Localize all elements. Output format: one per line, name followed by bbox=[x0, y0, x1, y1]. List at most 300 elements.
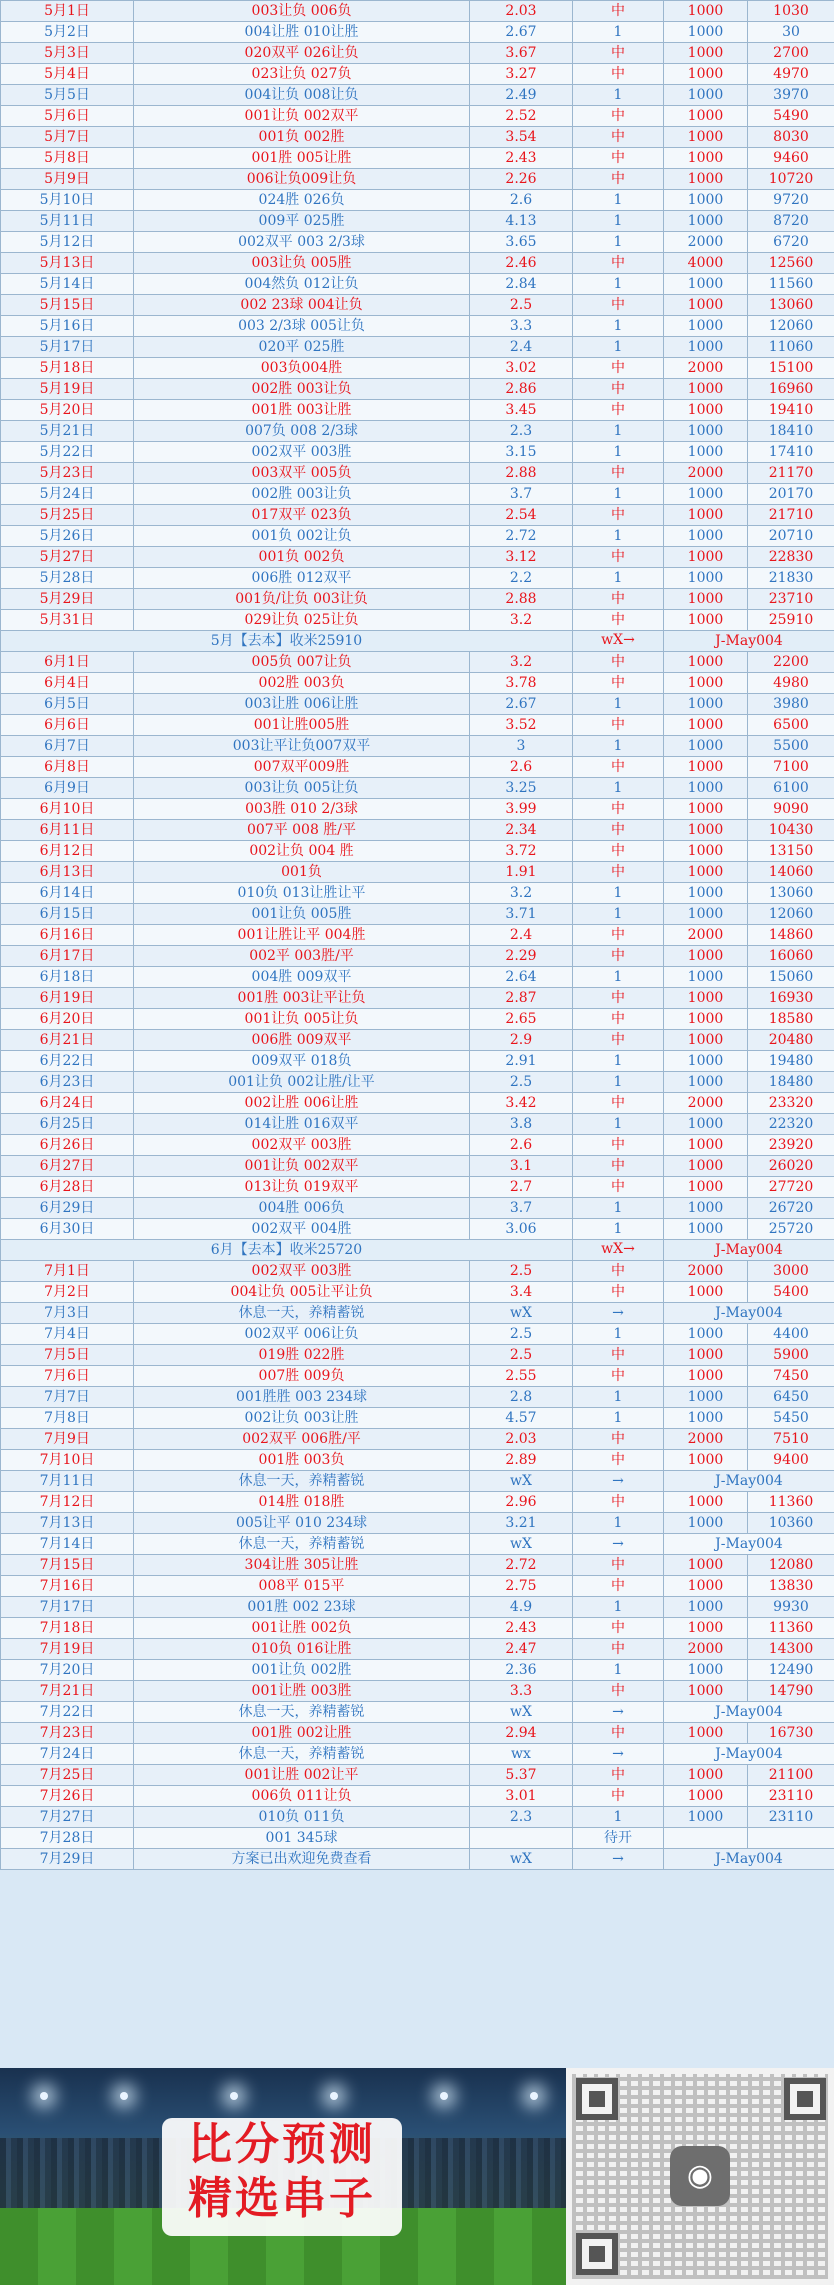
balance-cell: 14300 bbox=[748, 1639, 834, 1660]
pick-cell: 001让胜 002让平 bbox=[134, 1765, 470, 1786]
odds-cell: 3.8 bbox=[470, 1114, 573, 1135]
date-cell: 6月19日 bbox=[1, 988, 134, 1009]
date-cell: 5月29日 bbox=[1, 589, 134, 610]
pick-cell: 304让胜 305让胜 bbox=[134, 1555, 470, 1576]
odds-cell: 3.52 bbox=[470, 715, 573, 736]
date-cell: 7月8日 bbox=[1, 1408, 134, 1429]
stake-cell: 1000 bbox=[664, 715, 748, 736]
balance-cell: 12490 bbox=[748, 1660, 834, 1681]
balance-cell: 17410 bbox=[748, 442, 834, 463]
balance-cell: 14790 bbox=[748, 1681, 834, 1702]
date-cell: 5月11日 bbox=[1, 211, 134, 232]
pick-cell: 002平 003胜/平 bbox=[134, 946, 470, 967]
balance-cell: 3000 bbox=[748, 1261, 834, 1282]
result-cell: 中 bbox=[573, 1576, 664, 1597]
odds-cell: 4.9 bbox=[470, 1597, 573, 1618]
pick-cell: 004胜 009双平 bbox=[134, 967, 470, 988]
pick-cell: 休息一天，养精蓄锐 bbox=[134, 1534, 470, 1555]
result-cell: 1 bbox=[573, 211, 664, 232]
pick-cell: 002双平 003 2/3球 bbox=[134, 232, 470, 253]
date-cell: 5月24日 bbox=[1, 484, 134, 505]
result-cell: 1 bbox=[573, 274, 664, 295]
result-cell: 中 bbox=[573, 1450, 664, 1471]
balance-cell: 16930 bbox=[748, 988, 834, 1009]
balance-cell: 13830 bbox=[748, 1576, 834, 1597]
stake-cell: 1000 bbox=[664, 820, 748, 841]
stake-cell: 1000 bbox=[664, 1051, 748, 1072]
balance-cell: 21100 bbox=[748, 1765, 834, 1786]
pick-cell: 001让胜让平 004胜 bbox=[134, 925, 470, 946]
table-row bbox=[1, 988, 834, 1009]
stake-cell: 1000 bbox=[664, 946, 748, 967]
stake-cell: 1000 bbox=[664, 526, 748, 547]
pick-cell: 017双平 023负 bbox=[134, 505, 470, 526]
table-row bbox=[1, 379, 834, 400]
balance-cell: 9400 bbox=[748, 1450, 834, 1471]
table-row bbox=[1, 1492, 834, 1513]
table-row bbox=[1, 1072, 834, 1093]
stake-cell: 2000 bbox=[664, 232, 748, 253]
balance-cell: 13060 bbox=[748, 295, 834, 316]
pick-cell: 休息一天，养精蓄锐 bbox=[134, 1702, 470, 1723]
balance-cell: 12060 bbox=[748, 904, 834, 925]
result-cell: 中 bbox=[573, 1429, 664, 1450]
table-row bbox=[1, 1534, 834, 1555]
odds-cell: 2.84 bbox=[470, 274, 573, 295]
date-cell: 5月17日 bbox=[1, 337, 134, 358]
pick-cell: 002让负 004 胜 bbox=[134, 841, 470, 862]
pick-cell: 方案已出欢迎免费查看 bbox=[134, 1849, 470, 1870]
odds-cell: wX bbox=[470, 1702, 573, 1723]
pick-cell: 001让负 002双平 bbox=[134, 1156, 470, 1177]
odds-cell: 1.91 bbox=[470, 862, 573, 883]
balance-cell: 22830 bbox=[748, 547, 834, 568]
table-row bbox=[1, 904, 834, 925]
odds-cell: 2.6 bbox=[470, 757, 573, 778]
pick-cell: 001让胜 003胜 bbox=[134, 1681, 470, 1702]
stake-cell: 4000 bbox=[664, 253, 748, 274]
result-cell: 1 bbox=[573, 1408, 664, 1429]
balance-cell: 21170 bbox=[748, 463, 834, 484]
stake-cell: 1000 bbox=[664, 1114, 748, 1135]
stake-cell: 1000 bbox=[664, 1408, 748, 1429]
balance-cell: 12080 bbox=[748, 1555, 834, 1576]
balance-cell: 3970 bbox=[748, 85, 834, 106]
balance-cell: 19410 bbox=[748, 400, 834, 421]
table-row bbox=[1, 127, 834, 148]
table-row bbox=[1, 967, 834, 988]
result-cell: 1 bbox=[573, 85, 664, 106]
date-cell: 7月24日 bbox=[1, 1744, 134, 1765]
result-cell: 中 bbox=[573, 358, 664, 379]
table-row bbox=[1, 883, 834, 904]
odds-cell: wX bbox=[470, 1849, 573, 1870]
stake-cell: 2000 bbox=[664, 925, 748, 946]
stake-cell: 1000 bbox=[664, 211, 748, 232]
odds-cell: 2.26 bbox=[470, 169, 573, 190]
pick-cell: 005让平 010 234球 bbox=[134, 1513, 470, 1534]
stake-cell: 2000 bbox=[664, 1429, 748, 1450]
table-row bbox=[1, 1408, 834, 1429]
result-cell: 中 bbox=[573, 757, 664, 778]
date-cell: 5月2日 bbox=[1, 22, 134, 43]
balance-cell: 16060 bbox=[748, 946, 834, 967]
pick-cell: 002双平 004胜 bbox=[134, 1219, 470, 1240]
odds-cell: 2.4 bbox=[470, 337, 573, 358]
result-cell: 中 bbox=[573, 505, 664, 526]
date-cell: 5月26日 bbox=[1, 526, 134, 547]
result-cell: 中 bbox=[573, 1282, 664, 1303]
pick-cell: 002胜 003负 bbox=[134, 673, 470, 694]
stake-cell: 1000 bbox=[664, 1555, 748, 1576]
result-cell: 中 bbox=[573, 1765, 664, 1786]
pick-cell: 001让负 002胜 bbox=[134, 1660, 470, 1681]
stake-cell: 1000 bbox=[664, 400, 748, 421]
result-cell: 中 bbox=[573, 127, 664, 148]
pick-cell: 003负004胜 bbox=[134, 358, 470, 379]
result-cell: 1 bbox=[573, 1387, 664, 1408]
table-row bbox=[1, 1450, 834, 1471]
result-cell: 1 bbox=[573, 1072, 664, 1093]
table-row bbox=[1, 1849, 834, 1870]
result-cell: 1 bbox=[573, 778, 664, 799]
pick-cell: 休息一天，养精蓄锐 bbox=[134, 1303, 470, 1324]
balance-cell: 6500 bbox=[748, 715, 834, 736]
odds-cell: 2.49 bbox=[470, 85, 573, 106]
balance-cell: 10430 bbox=[748, 820, 834, 841]
balance-cell: 4980 bbox=[748, 673, 834, 694]
balance-cell: 16960 bbox=[748, 379, 834, 400]
promo-line-1: 比分预测 bbox=[188, 2119, 376, 2170]
table-row bbox=[1, 1366, 834, 1387]
table-row bbox=[1, 463, 834, 484]
date-cell: 5月28日 bbox=[1, 568, 134, 589]
stake-cell: 1000 bbox=[664, 1765, 748, 1786]
table-row bbox=[1, 1009, 834, 1030]
stake-cell: 1000 bbox=[664, 988, 748, 1009]
table-row bbox=[1, 295, 834, 316]
balance-cell: 14860 bbox=[748, 925, 834, 946]
pick-cell: 002双平 006让负 bbox=[134, 1324, 470, 1345]
result-cell: 中 bbox=[573, 400, 664, 421]
balance-cell: 23110 bbox=[748, 1786, 834, 1807]
odds-cell: 3 bbox=[470, 736, 573, 757]
odds-cell: 2.67 bbox=[470, 22, 573, 43]
result-cell: → bbox=[573, 1744, 664, 1765]
date-cell: 5月25日 bbox=[1, 505, 134, 526]
odds-cell: 3.01 bbox=[470, 1786, 573, 1807]
date-cell: 6月25日 bbox=[1, 1114, 134, 1135]
balance-cell: 10720 bbox=[748, 169, 834, 190]
result-cell: 中 bbox=[573, 1639, 664, 1660]
result-cell: 中 bbox=[573, 1618, 664, 1639]
pick-cell: 003让负 005胜 bbox=[134, 253, 470, 274]
stake-cell bbox=[664, 1828, 748, 1849]
stake-cell: 1000 bbox=[664, 442, 748, 463]
date-cell: 6月4日 bbox=[1, 673, 134, 694]
result-cell: 1 bbox=[573, 1660, 664, 1681]
table-row bbox=[1, 1261, 834, 1282]
odds-cell: 3.4 bbox=[470, 1282, 573, 1303]
result-cell: 中 bbox=[573, 652, 664, 673]
pick-cell: 003胜 010 2/3球 bbox=[134, 799, 470, 820]
result-cell: 1 bbox=[573, 1324, 664, 1345]
date-cell: 7月22日 bbox=[1, 1702, 134, 1723]
stake-cell: 1000 bbox=[664, 64, 748, 85]
stake-cell: 1000 bbox=[664, 1030, 748, 1051]
stake-cell: 1000 bbox=[664, 736, 748, 757]
result-cell: 中 bbox=[573, 925, 664, 946]
odds-cell: 3.25 bbox=[470, 778, 573, 799]
odds-cell: 2.64 bbox=[470, 967, 573, 988]
odds-cell: 3.1 bbox=[470, 1156, 573, 1177]
pick-cell: 008平 015平 bbox=[134, 1576, 470, 1597]
table-row bbox=[1, 1786, 834, 1807]
odds-cell: 3.21 bbox=[470, 1513, 573, 1534]
result-cell: 1 bbox=[573, 1219, 664, 1240]
date-cell: 6月6日 bbox=[1, 715, 134, 736]
pick-cell: 009平 025胜 bbox=[134, 211, 470, 232]
stake-cell: 2000 bbox=[664, 1093, 748, 1114]
odds-cell: 3.12 bbox=[470, 547, 573, 568]
table-row bbox=[1, 1177, 834, 1198]
table-row bbox=[1, 400, 834, 421]
summary-caption: 6月【去本】收米25720 bbox=[1, 1240, 573, 1261]
date-cell: 7月27日 bbox=[1, 1807, 134, 1828]
table-row bbox=[1, 673, 834, 694]
balance-cell: 9720 bbox=[748, 190, 834, 211]
result-cell: 中 bbox=[573, 547, 664, 568]
date-cell: 5月5日 bbox=[1, 85, 134, 106]
result-cell: 1 bbox=[573, 904, 664, 925]
result-cell: 中 bbox=[573, 1030, 664, 1051]
result-cell: 1 bbox=[573, 883, 664, 904]
pick-cell: 006胜 012双平 bbox=[134, 568, 470, 589]
pick-cell: 003 2/3球 005让负 bbox=[134, 316, 470, 337]
date-cell: 7月13日 bbox=[1, 1513, 134, 1534]
stake-cell: 1000 bbox=[664, 1345, 748, 1366]
result-cell: 中 bbox=[573, 1681, 664, 1702]
tag-cell: J-May004 bbox=[664, 1744, 834, 1765]
odds-cell: 2.72 bbox=[470, 1555, 573, 1576]
table-row bbox=[1, 1030, 834, 1051]
table-row bbox=[1, 925, 834, 946]
date-cell: 6月10日 bbox=[1, 799, 134, 820]
tag-cell: J-May004 bbox=[664, 1471, 834, 1492]
pick-cell: 003让负 006负 bbox=[134, 1, 470, 22]
stake-cell: 1000 bbox=[664, 190, 748, 211]
stake-cell: 1000 bbox=[664, 1387, 748, 1408]
pick-cell: 001胜 003让平让负 bbox=[134, 988, 470, 1009]
pick-cell: 014让胜 016双平 bbox=[134, 1114, 470, 1135]
result-cell: 中 bbox=[573, 1093, 664, 1114]
date-cell: 6月5日 bbox=[1, 694, 134, 715]
table-row bbox=[1, 190, 834, 211]
result-cell: 1 bbox=[573, 1597, 664, 1618]
stake-cell: 1000 bbox=[664, 694, 748, 715]
result-cell: 中 bbox=[573, 1555, 664, 1576]
stake-cell: 1000 bbox=[664, 421, 748, 442]
odds-cell: 2.4 bbox=[470, 925, 573, 946]
balance-cell: 12060 bbox=[748, 316, 834, 337]
date-cell: 5月3日 bbox=[1, 43, 134, 64]
stake-cell: 1000 bbox=[664, 1660, 748, 1681]
result-cell: 1 bbox=[573, 1807, 664, 1828]
month-summary-row bbox=[1, 631, 834, 652]
pick-cell: 007胜 009负 bbox=[134, 1366, 470, 1387]
stake-cell: 1000 bbox=[664, 1513, 748, 1534]
table-row bbox=[1, 1513, 834, 1534]
balance-cell: 23110 bbox=[748, 1807, 834, 1828]
stake-cell: 1000 bbox=[664, 148, 748, 169]
stake-cell: 1000 bbox=[664, 1618, 748, 1639]
balance-cell: 5450 bbox=[748, 1408, 834, 1429]
date-cell: 5月13日 bbox=[1, 253, 134, 274]
balance-cell: 27720 bbox=[748, 1177, 834, 1198]
table-row bbox=[1, 1135, 834, 1156]
result-cell: 中 bbox=[573, 1786, 664, 1807]
result-cell: 1 bbox=[573, 22, 664, 43]
odds-cell: 2.54 bbox=[470, 505, 573, 526]
table-row bbox=[1, 358, 834, 379]
pick-cell: 004让负 005让平让负 bbox=[134, 1282, 470, 1303]
odds-cell: 4.13 bbox=[470, 211, 573, 232]
balance-cell: 9930 bbox=[748, 1597, 834, 1618]
date-cell: 7月3日 bbox=[1, 1303, 134, 1324]
stake-cell: 1000 bbox=[664, 169, 748, 190]
odds-cell: 3.3 bbox=[470, 316, 573, 337]
stake-cell: 1000 bbox=[664, 379, 748, 400]
summary-arrow: wX→ bbox=[573, 1240, 664, 1261]
tag-cell: J-May004 bbox=[664, 1849, 834, 1870]
pick-cell: 001负/让负 003让负 bbox=[134, 589, 470, 610]
balance-cell: 10360 bbox=[748, 1513, 834, 1534]
stake-cell: 1000 bbox=[664, 1198, 748, 1219]
date-cell: 7月9日 bbox=[1, 1429, 134, 1450]
table-row bbox=[1, 1807, 834, 1828]
date-cell: 7月21日 bbox=[1, 1681, 134, 1702]
balance-cell: 11560 bbox=[748, 274, 834, 295]
date-cell: 7月26日 bbox=[1, 1786, 134, 1807]
table-row bbox=[1, 148, 834, 169]
stake-cell: 1000 bbox=[664, 43, 748, 64]
result-cell: → bbox=[573, 1534, 664, 1555]
pick-cell: 013让负 019双平 bbox=[134, 1177, 470, 1198]
table-row bbox=[1, 841, 834, 862]
result-cell: 中 bbox=[573, 862, 664, 883]
balance-cell: 22320 bbox=[748, 1114, 834, 1135]
stake-cell: 1000 bbox=[664, 1177, 748, 1198]
date-cell: 5月4日 bbox=[1, 64, 134, 85]
stake-cell: 1000 bbox=[664, 862, 748, 883]
pick-cell: 001让胜005胜 bbox=[134, 715, 470, 736]
stake-cell: 1000 bbox=[664, 1, 748, 22]
date-cell: 5月18日 bbox=[1, 358, 134, 379]
date-cell: 7月15日 bbox=[1, 1555, 134, 1576]
stake-cell: 1000 bbox=[664, 904, 748, 925]
stake-cell: 1000 bbox=[664, 106, 748, 127]
table-row bbox=[1, 1681, 834, 1702]
odds-cell: 2.03 bbox=[470, 1, 573, 22]
result-cell: → bbox=[573, 1471, 664, 1492]
odds-cell: 2.75 bbox=[470, 1576, 573, 1597]
table-row bbox=[1, 232, 834, 253]
balance-cell: 20710 bbox=[748, 526, 834, 547]
stake-cell: 1000 bbox=[664, 1009, 748, 1030]
pick-cell: 004胜 006负 bbox=[134, 1198, 470, 1219]
stake-cell: 1000 bbox=[664, 1807, 748, 1828]
date-cell: 6月8日 bbox=[1, 757, 134, 778]
table-row bbox=[1, 1282, 834, 1303]
table-row bbox=[1, 1471, 834, 1492]
balance-cell: 11060 bbox=[748, 337, 834, 358]
result-cell: 中 bbox=[573, 106, 664, 127]
pick-cell: 006胜 009双平 bbox=[134, 1030, 470, 1051]
date-cell: 5月9日 bbox=[1, 169, 134, 190]
balance-cell: 2700 bbox=[748, 43, 834, 64]
table-row bbox=[1, 1660, 834, 1681]
pick-cell: 002让胜 006让胜 bbox=[134, 1093, 470, 1114]
date-cell: 6月16日 bbox=[1, 925, 134, 946]
balance-cell: 7510 bbox=[748, 1429, 834, 1450]
odds-cell: 2.8 bbox=[470, 1387, 573, 1408]
odds-cell: 3.71 bbox=[470, 904, 573, 925]
pick-cell: 001 345球 bbox=[134, 1828, 470, 1849]
date-cell: 6月9日 bbox=[1, 778, 134, 799]
stake-cell: 1000 bbox=[664, 652, 748, 673]
date-cell: 6月17日 bbox=[1, 946, 134, 967]
balance-cell: 23920 bbox=[748, 1135, 834, 1156]
balance-cell: 8030 bbox=[748, 127, 834, 148]
pick-cell: 004然负 012让负 bbox=[134, 274, 470, 295]
table-row bbox=[1, 547, 834, 568]
odds-cell: 2.36 bbox=[470, 1660, 573, 1681]
result-cell: 中 bbox=[573, 379, 664, 400]
table-row bbox=[1, 106, 834, 127]
odds-cell: 2.6 bbox=[470, 190, 573, 211]
date-cell: 5月19日 bbox=[1, 379, 134, 400]
stake-cell: 1000 bbox=[664, 1450, 748, 1471]
qr-code[interactable] bbox=[566, 2068, 834, 2285]
pick-cell: 019胜 022胜 bbox=[134, 1345, 470, 1366]
date-cell: 7月10日 bbox=[1, 1450, 134, 1471]
odds-cell: 2.86 bbox=[470, 379, 573, 400]
odds-cell: 2.9 bbox=[470, 1030, 573, 1051]
table-row bbox=[1, 1618, 834, 1639]
date-cell: 7月18日 bbox=[1, 1618, 134, 1639]
pick-cell: 014胜 018胜 bbox=[134, 1492, 470, 1513]
result-cell: 中 bbox=[573, 1, 664, 22]
stake-cell: 2000 bbox=[664, 358, 748, 379]
result-cell: 1 bbox=[573, 1051, 664, 1072]
table-row bbox=[1, 1324, 834, 1345]
result-cell: 中 bbox=[573, 715, 664, 736]
date-cell: 6月18日 bbox=[1, 967, 134, 988]
pick-cell: 002 23球 004让负 bbox=[134, 295, 470, 316]
table-row bbox=[1, 442, 834, 463]
stake-cell: 1000 bbox=[664, 568, 748, 589]
table-row bbox=[1, 715, 834, 736]
stake-cell: 1000 bbox=[664, 1723, 748, 1744]
table-row bbox=[1, 421, 834, 442]
stake-cell: 1000 bbox=[664, 505, 748, 526]
date-cell: 7月12日 bbox=[1, 1492, 134, 1513]
stake-cell: 1000 bbox=[664, 316, 748, 337]
date-cell: 6月27日 bbox=[1, 1156, 134, 1177]
odds-cell: wX bbox=[470, 1534, 573, 1555]
table-row bbox=[1, 22, 834, 43]
result-cell: 中 bbox=[573, 1492, 664, 1513]
